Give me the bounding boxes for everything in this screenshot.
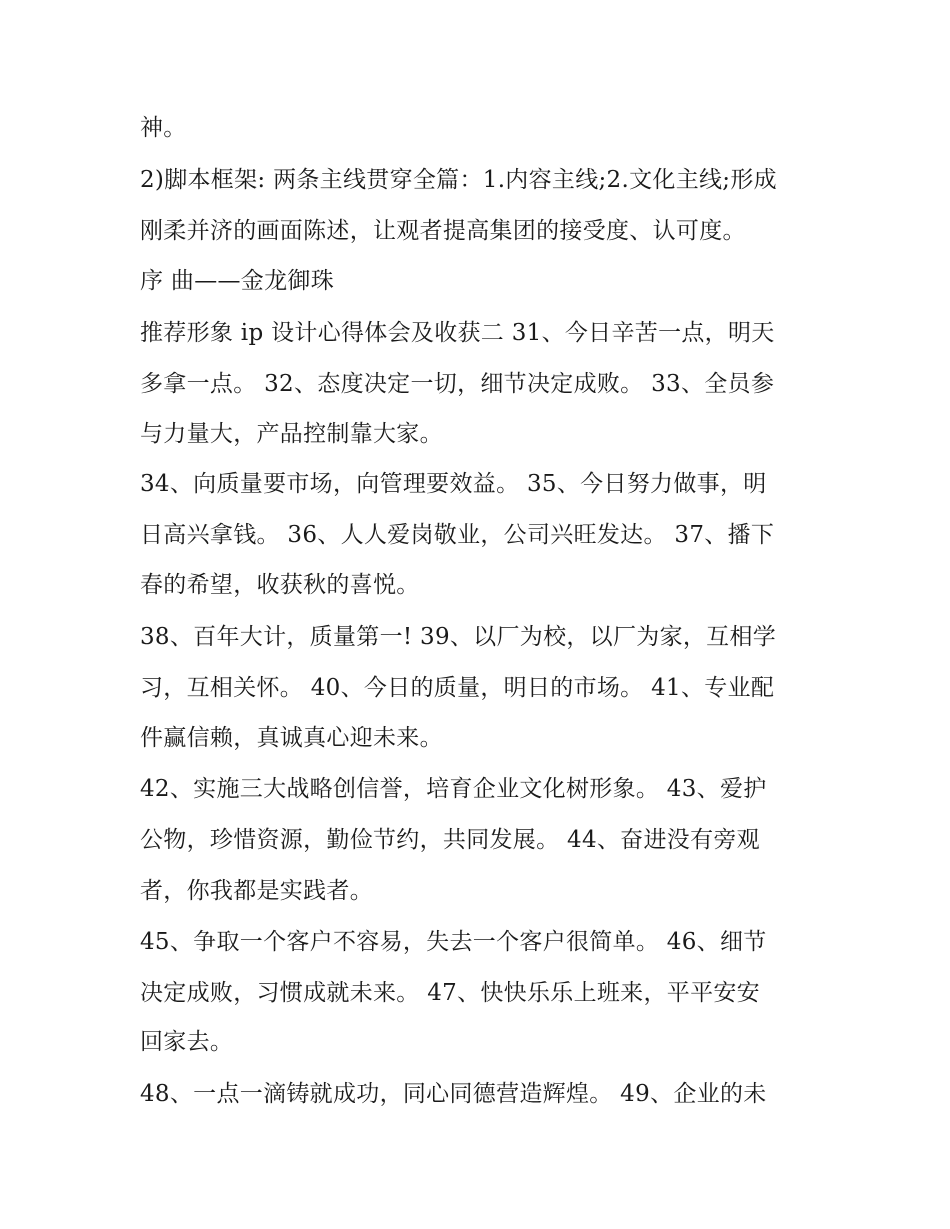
text-line: 42、实施三大战略创信誉，培育企业文化树形象。 43、爱护 xyxy=(140,776,767,802)
text-line: 34、向质量要市场，向管理要效益。 35、今日努力做事，明 xyxy=(140,471,767,497)
section-heading: 序 曲——金龙御珠 xyxy=(140,268,335,294)
text-line: 48、一点一滴铸就成功，同心同德营造辉煌。 49、企业的未 xyxy=(140,1081,767,1107)
text-line: 多拿一点。 32、态度决定一切，细节决定成败。 33、全员参 xyxy=(140,371,775,397)
text-line: 2)脚本框架: 两条主线贯穿全篇：1.内容主线;2.文化主线;形成 xyxy=(140,167,777,193)
text-line: 神。 xyxy=(140,115,187,141)
text-line: 推荐形象 ip 设计心得体会及收获二 31、今日辛苦一点，明天 xyxy=(140,320,775,346)
text-line: 决定成败，习惯成就未来。 47、快快乐乐上班来，平平安安 xyxy=(140,980,760,1006)
text-line: 与力量大，产品控制靠大家。 xyxy=(140,421,443,447)
text-line: 春的希望，收获秋的喜悦。 xyxy=(140,572,420,598)
text-line: 38、百年大计，质量第一! 39、以厂为校，以厂为家，互相学 xyxy=(140,624,777,650)
text-line: 习，互相关怀。 40、今日的质量，明日的市场。 41、专业配 xyxy=(140,675,775,701)
text-line: 公物，珍惜资源，勤俭节约，共同发展。 44、奋进没有旁观 xyxy=(140,827,760,853)
text-line: 刚柔并济的画面陈述，让观者提高集团的接受度、认可度。 xyxy=(140,218,746,244)
text-line: 件赢信赖，真诚真心迎未来。 xyxy=(140,725,443,751)
text-line: 回家去。 xyxy=(140,1029,234,1055)
text-line: 日高兴拿钱。 36、人人爱岗敬业，公司兴旺发达。 37、播下 xyxy=(140,522,775,548)
text-line: 者，你我都是实践者。 xyxy=(140,878,373,904)
text-line: 45、争取一个客户不容易，失去一个客户很简单。 46、细节 xyxy=(140,929,767,955)
